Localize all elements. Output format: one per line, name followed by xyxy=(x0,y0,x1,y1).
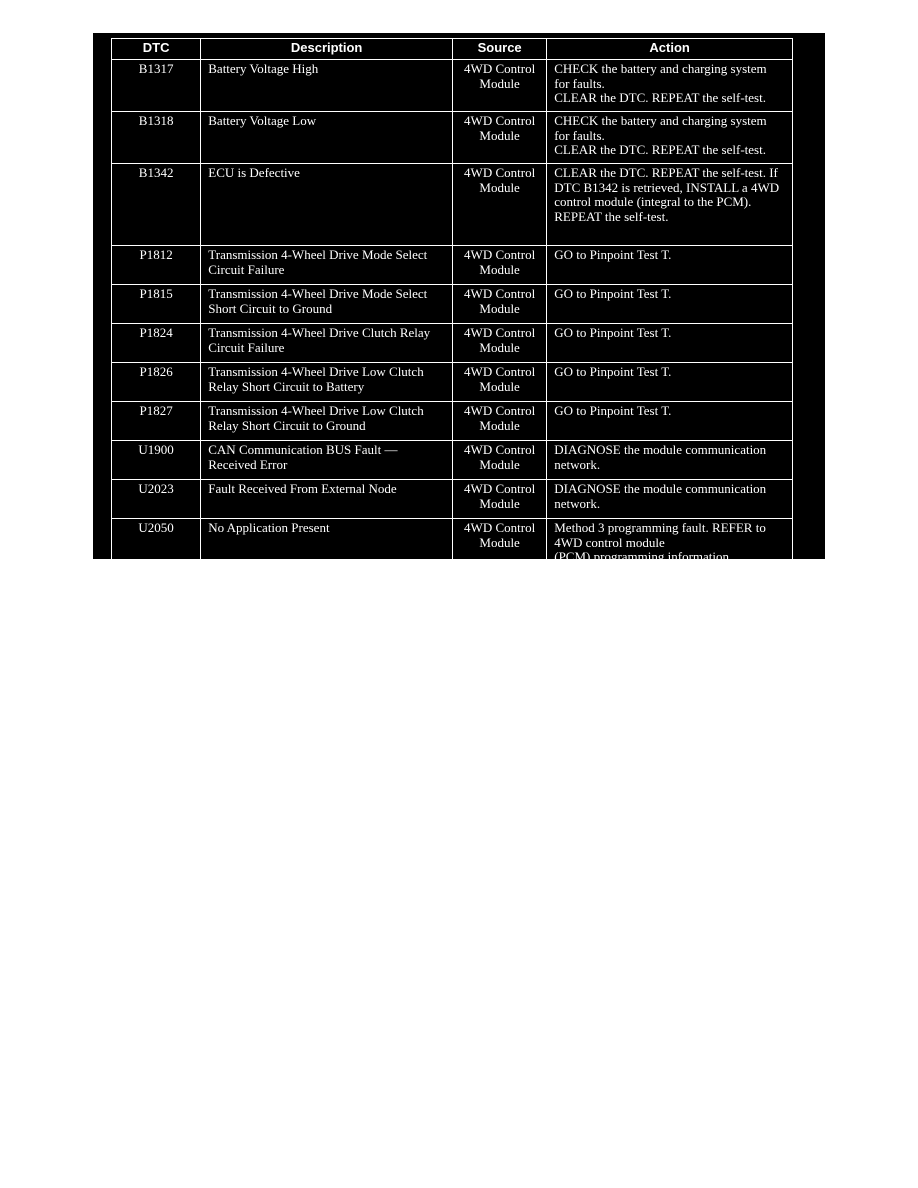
dtc-action: CHECK the battery and charging system for faults. CLEAR the DTC. REPEAT the self-test. xyxy=(547,60,793,112)
dtc-action: GO to Pinpoint Test T. xyxy=(547,402,793,441)
table-row xyxy=(112,441,793,480)
dtc-source: 4WD Control Module xyxy=(452,60,546,112)
dtc-action: DIAGNOSE the module communication network. xyxy=(547,480,793,519)
dtc-source: 4WD Control Module xyxy=(452,164,546,246)
dtc-source: 4WD Control Module xyxy=(452,246,546,285)
dtc-code: P1826 xyxy=(112,363,201,402)
header-source: Source xyxy=(452,39,546,60)
dtc-action: CHECK the battery and charging system for faults. CLEAR the DTC. REPEAT the self-test. xyxy=(547,112,793,164)
table-row xyxy=(112,112,793,164)
table-row xyxy=(112,402,793,441)
dtc-action: GO to Pinpoint Test T. xyxy=(547,285,793,324)
dtc-action: GO to Pinpoint Test T. xyxy=(547,324,793,363)
dtc-action: DIAGNOSE the module communication network. xyxy=(547,441,793,480)
header-action: Action xyxy=(547,39,793,60)
table-row xyxy=(112,164,793,246)
table-row xyxy=(112,285,793,324)
table-row xyxy=(112,246,793,285)
dtc-code: B1342 xyxy=(112,164,201,246)
dtc-code: U2050 xyxy=(112,519,201,572)
dtc-code: U1900 xyxy=(112,441,201,480)
table-row xyxy=(112,480,793,519)
dtc-description: CAN Communication BUS Fault — Received Error xyxy=(201,441,453,480)
dtc-table-panel xyxy=(93,33,825,564)
dtc-action: GO to Pinpoint Test T. xyxy=(547,246,793,285)
dtc-code: P1815 xyxy=(112,285,201,324)
header-description: Description xyxy=(201,39,453,60)
dtc-source: 4WD Control Module xyxy=(452,324,546,363)
dtc-source: 4WD Control Module xyxy=(452,285,546,324)
header-dtc: DTC xyxy=(112,39,201,60)
dtc-description: Battery Voltage High xyxy=(201,60,453,112)
dtc-description: Transmission 4-Wheel Drive Mode Select Circuit Failure xyxy=(201,246,453,285)
dtc-description: Transmission 4-Wheel Drive Low Clutch Relay Short Circuit to Ground xyxy=(201,402,453,441)
dtc-description: Transmission 4-Wheel Drive Clutch Relay Circuit Failure xyxy=(201,324,453,363)
dtc-description: ECU is Defective xyxy=(201,164,453,246)
dtc-source: 4WD Control Module xyxy=(452,402,546,441)
table-row xyxy=(112,60,793,112)
dtc-description: Battery Voltage Low xyxy=(201,112,453,164)
dtc-code: P1824 xyxy=(112,324,201,363)
dtc-source: 4WD Control Module xyxy=(452,363,546,402)
table-header-row xyxy=(112,39,793,60)
dtc-action: GO to Pinpoint Test T. xyxy=(547,363,793,402)
table-row xyxy=(112,519,793,572)
dtc-source: 4WD Control Module xyxy=(452,112,546,164)
dtc-action: CLEAR the DTC. REPEAT the self-test. If DTC B1342 is retrieved, INSTALL a 4WD control module (integral to the PCM). REPEAT the self-test. xyxy=(547,164,793,246)
table-row xyxy=(112,324,793,363)
dtc-code: P1812 xyxy=(112,246,201,285)
dtc-source: 4WD Control Module xyxy=(452,480,546,519)
dtc-source: 4WD Control Module xyxy=(452,441,546,480)
dtc-table xyxy=(111,38,793,572)
dtc-action: Method 3 programming fault. REFER to 4WD control module (PCM) programming information. xyxy=(547,519,793,572)
dtc-code: U2023 xyxy=(112,480,201,519)
dtc-description: Fault Received From External Node xyxy=(201,480,453,519)
table-row xyxy=(112,363,793,402)
dtc-description: Transmission 4-Wheel Drive Mode Select Short Circuit to Ground xyxy=(201,285,453,324)
dtc-code: P1827 xyxy=(112,402,201,441)
dtc-description: Transmission 4-Wheel Drive Low Clutch Relay Short Circuit to Battery xyxy=(201,363,453,402)
dtc-code: B1317 xyxy=(112,60,201,112)
dtc-source: 4WD Control Module xyxy=(452,519,546,572)
dtc-description: No Application Present xyxy=(201,519,453,572)
dtc-code: B1318 xyxy=(112,112,201,164)
